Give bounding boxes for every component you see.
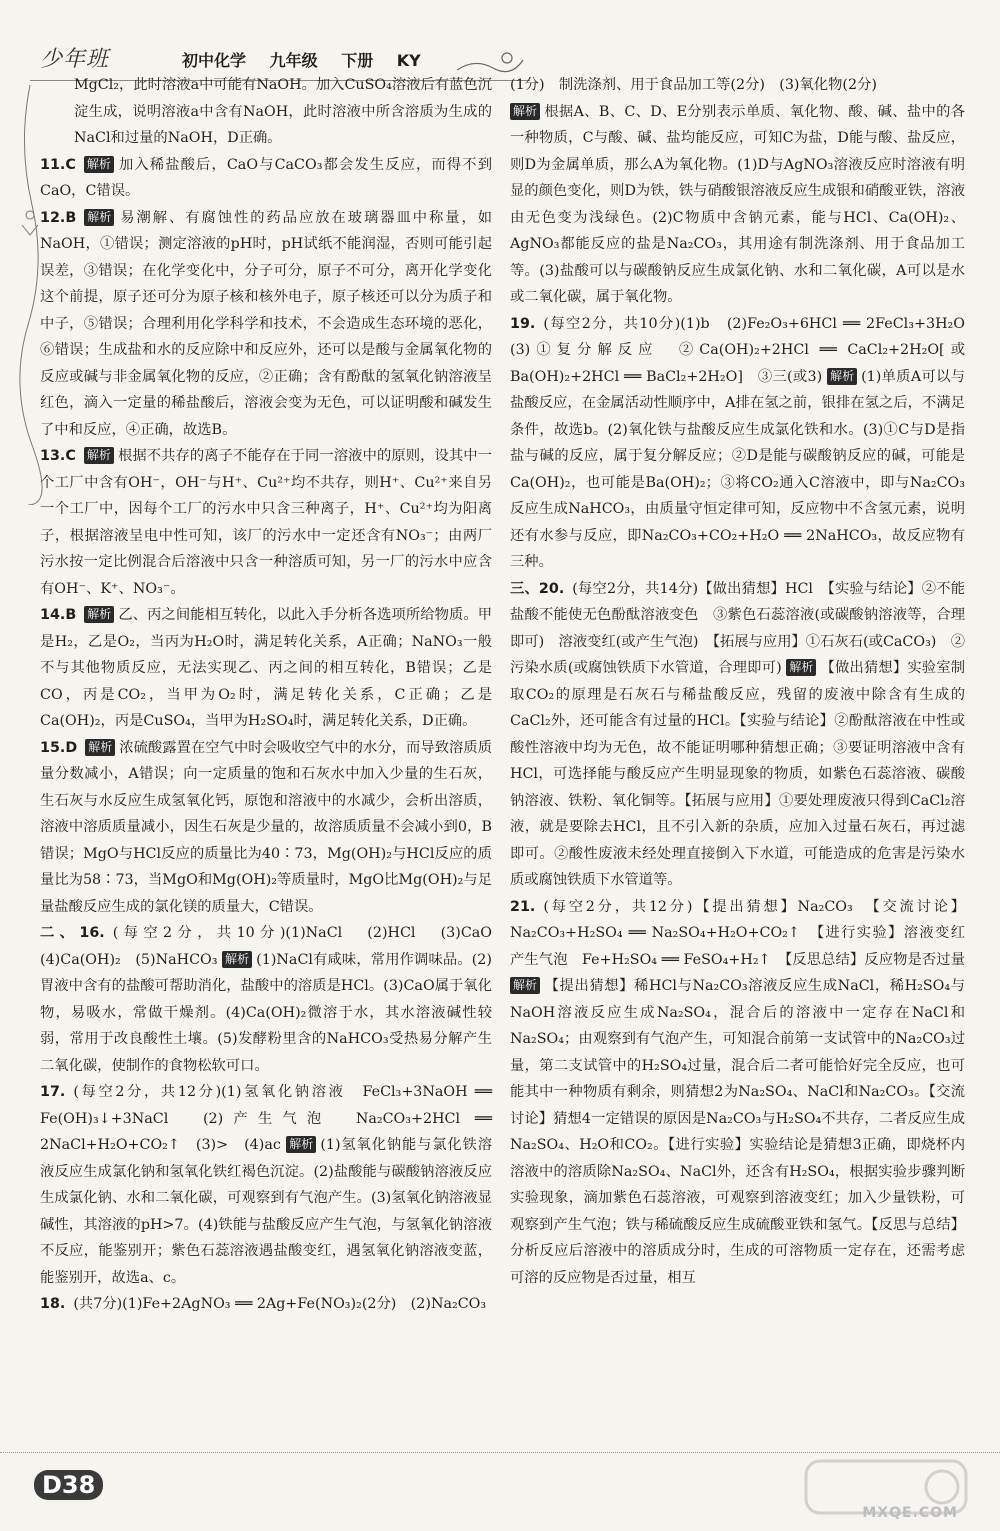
answer-14 — [40, 602, 492, 735]
right-column — [510, 72, 980, 1291]
left-column — [40, 72, 507, 1318]
volume-label: 下册 — [341, 51, 374, 70]
answer-20 — [510, 576, 980, 894]
answer-text: (每空2分，共10分)(1)NaCl (2)HCl (3)CaO (4)Ca(OH)₂ (5)NaHCO₃ — [40, 925, 507, 968]
analysis-tag: 解析 — [286, 1136, 316, 1153]
analysis-text: 【做出猜想】实验室制取CO₂的原理是石灰石与稀盐酸反应，残留的废液中除含有生成的CaCl₂外，还可能含有过量的HCl。【实验与结论】②酚酞溶液在中性或酸性溶液中均为无色，故不能证明哪种猜想正确；③要证明溶液中含有HCl，可选择能与酸反应产生明显现象的物质，如紫色石蕊溶液、碳酸钠溶液、铁粉、氧化铜等。【拓展与应用】①要处理废液只得到CaCl₂溶液，就是要除去HCl，且不引入新的杂质，应加入过量石灰石，再过滤即可。②酸性废液未经处理直接倒入下水道，可能造成的危害是污染水质或腐蚀铁质下水管道等。 — [510, 660, 966, 888]
answer-text: (每空2分，共12分)【提出猜想】Na₂CO₃ 【交流讨论】Na₂CO₃+H₂SO₄ ══ Na₂SO₄+H₂O+CO₂↑ 【进行实验】溶液变红 产生气泡 Fe+H₂SO₄ ══ FeSO₄+H₂↑ 【反思总结】反应物是否过量 — [510, 898, 980, 968]
question-number: 11.C — [40, 156, 76, 173]
analysis-tag: 解析 — [827, 368, 857, 385]
continued-answer: (1分) 制洗涤剂、用于食品加工等(2分) (3)氧化物(2分) — [510, 77, 877, 93]
answer-21 — [510, 894, 980, 1292]
question-number: 21. — [510, 898, 536, 915]
subject-label: 初中化学 — [182, 51, 247, 70]
analysis-tag: 解析 — [510, 977, 540, 994]
analysis-tag: 解析 — [84, 209, 114, 226]
analysis-tag: 解析 — [222, 951, 252, 968]
answer-16 — [40, 920, 507, 1079]
analysis-tag: 解析 — [786, 659, 816, 676]
answer-13 — [40, 443, 492, 602]
answer-17 — [40, 1079, 492, 1291]
analysis-tag: 解析 — [84, 156, 114, 173]
answer-18 — [40, 1291, 492, 1318]
analysis-tag: 解析 — [85, 739, 115, 756]
analysis-text: 易潮解、有腐蚀性的药品应放在玻璃器皿中称量，如NaOH，①错误；测定溶液的pH时，pH试纸不能润湿，否则可能引起误差，③错误；在化学变化中，分子可分，原子不可分，离开化学变化这个前提，原子还可分为原子核和核外电子，原子核还可以分为质子和中子，⑤错误；合理利用化学科学和技术，不会造成生态环境的恶化，⑥错误；生成盐和水的反应除中和反应外，还可以是酸与金属氧化物的反应或碱与非金属氧化物的反应，②正确；含有酚酞的氢氧化钠溶液呈红色，滴入一定量的稀盐酸后，溶液会变为无色，可以证明酸和碱发生了中和反应，④正确，故选B。 — [40, 209, 492, 438]
brand-logo: 少年班 — [40, 47, 110, 72]
footer-rule — [0, 1452, 1000, 1453]
analysis-18 — [510, 99, 965, 311]
analysis-text: 浓硫酸露置在空气中时会吸收空气中的水分，而导致溶质质量分数减小，A错误；向一定质量的饱和石灰水中加入少量的生石灰，生石灰与水反应生成氢氧化钙，原饱和溶液中的水减少，会析出溶质，溶液中溶质质量减小，因生石灰是少量的，故溶质质量不会减小到0，B错误；MgO与HCl反应的质量比为40∶73，Mg(OH)₂与HCl反应的质量比为58∶73，当MgO和Mg(OH)₂等质量时，MgO比Mg(OH)₂与足量盐酸反应生成的氯化镁的质量大，C错误。 — [40, 739, 492, 915]
analysis-tag: 解析 — [84, 447, 114, 464]
question-number: 12.B — [40, 209, 77, 226]
page-number: D38 — [34, 1470, 103, 1500]
analysis-tag: 解析 — [84, 606, 114, 623]
analysis-text: 【提出猜想】稀HCl与Na₂CO₃溶液反应生成NaCl，稀H₂SO₄与NaOH溶液反应生成Na₂SO₄，混合后的溶液中一定存在NaCl和Na₂SO₄；由观察到有气泡产生，可知混合前第一支试管中的Na₂CO₃过量，第二支试管中的H₂SO₄过量，混合后二者可能恰好完全反应，也可能其中一种物质有剩余，则猜想2为Na₂SO₄、NaCl和Na₂CO₃。【交流讨论】猜想4一定错误的原因是Na₂CO₃与H₂SO₄不共存，二者反应生成Na₂SO₄、H₂O和CO₂。【进行实验】实验结论是猜想3正确，即烧杯内溶液中的溶质除Na₂SO₄、NaCl外，还含有H₂SO₄，根据实验步骤判断实验现象，滴加紫色石蕊溶液，可观察到溶液变红；加入少量铁粉，可观察到产生气泡；铁与稀硫酸反应生成硫酸亚铁和氢气。【反思与总结】分析反应后溶液中的溶质成分时，生成的可溶物质一定存在，还需考虑可溶的反应物是否过量，相互 — [510, 978, 965, 1286]
edition-label: KY — [396, 51, 421, 70]
analysis-text: 加入稀盐酸后，CaO与CaCO₃都会发生反应，而得不到CaO，C错误。 — [40, 156, 492, 199]
question-number: 14.B — [40, 607, 77, 623]
answer-15 — [40, 735, 492, 921]
answer-19 — [510, 311, 980, 576]
analysis-text: 乙、丙之间能相互转化，以此入手分析各选项所给物质。甲是H₂，乙是O₂，当丙为H₂O时，满足转化关系，A正确；NaNO₃一般不与其他物质反应，无法实现乙、丙之间的相互转化，B错误；乙是CO，丙是CO₂，当甲为O₂时，满足转化关系，C正确；乙是Ca(OH)₂，丙是CuSO₄，当甲为H₂SO₄时，满足转化关系，D正确。 — [40, 607, 492, 729]
analysis-text: (1)单质A可以与盐酸反应，在金属活动性顺序中，A排在氢之前，银排在氢之后，不满足条件，故选b。(2)氧化铁与盐酸反应生成氯化铁和水。(3)①C与D是指盐与碱的反应，属于复分解反应；②D是能与碳酸钠反应的碱，可能是Ca(OH)₂，也可能是Ba(OH)₂；③将CO₂通入C溶液中，即与Na₂CO₃反应生成NaHCO₃，由质量守恒定律可知，反应物中不含氢元素，说明还有水参与反应，即Na₂CO₃+CO₂+H₂O ══ 2NaHCO₃，故反应物有三种。 — [510, 368, 966, 570]
vine-decoration-icon — [10, 85, 44, 505]
grade-label: 九年级 — [269, 51, 318, 70]
question-number: 15.D — [40, 739, 78, 756]
question-number: 二、16. — [40, 925, 105, 941]
analysis-text: 根据A、B、C、D、E分别表示单质、氧化物、酸、碱、盐中的各一种物质，C与酸、碱、盐均能反应，可知C为盐，D能与酸、盐反应，则D为金属单质，那么A为氧化物。(1)D与AgNO₃溶液反应时溶液有明显的颜色变化，则D为铁，铁与硝酸银溶液反应生成银和硝酸亚铁，溶液由无色变为浅绿色。(2)C物质中含钠元素，能与HCl、Ca(OH)₂、AgNO₃都能反应的盐是Na₂CO₃，其用途有制洗涤剂、用于食品加工等。(3)盐酸可以与碳酸钠反应生成氯化钠、水和二氧化碳，A可以是水或二氧化碳，属于氧化物。 — [510, 103, 965, 305]
question-number: 17. — [40, 1084, 66, 1100]
answer-text: (每空2分，共12分)(1)氢氧化钠溶液 FeCl₃+3NaOH ══ Fe(OH)₃↓+3NaCl (2)产生气泡 Na₂CO₃+2HCl ══ 2NaCl+H₂O+CO₂↑ (3)> (4)ac — [40, 1084, 492, 1153]
question-number: 13.C — [40, 448, 76, 464]
analysis-text: 根据不共存的离子不能存在于同一溶液中的原则，设其中一个工厂中含有OH⁻，OH⁻与H⁺、Cu²⁺均不共存，则H⁺、Cu²⁺来自另一个工厂中，因每个工厂的污水中只含三种离子，H⁺、Cu²⁺均为阳离子，根据溶液呈电中性可知，该厂的污水中一定还含有NO₃⁻；由两厂污水按一定比例混合后溶液中只含一种溶质可知，另一厂的污水中应含有OH⁻、K⁺、NO₃⁻。 — [40, 448, 492, 597]
answer-11 — [40, 152, 492, 205]
answer-text: (每空2分，共14分)【做出猜想】HCl 【实验与结论】②不能 盐酸不能使无色酚酞溶液变色 ③紫色石蕊溶液(或碳酸钠溶液等，合理即可) 溶液变红(或产生气泡) 【拓展与应用】①石灰石(或CaCO₃) ②污染水质(或腐蚀铁质下水管道，合理即可) — [510, 580, 980, 676]
question-number: 三、20. — [510, 580, 565, 597]
analysis-text: (1)NaCl有咸味，常用作调味品。(2)胃液中含有的盐酸可帮助消化，盐酸中的溶质是HCl。(3)CaO属于氧化物，易吸水，常做干燥剂。(4)Ca(OH)₂微溶于水，其水溶液碱性较弱，常用于改良酸性土壤。(5)发酵粉里含的NaHCO₃受热易分解产生二氧化碳，使制作的食物松软可口。 — [40, 951, 492, 1074]
question-number: 18. — [40, 1296, 66, 1312]
analysis-tag: 解析 — [510, 103, 540, 120]
answer-12 — [40, 205, 492, 444]
watermark-url: MXQE.COM — [862, 1505, 958, 1521]
book-info — [182, 48, 439, 71]
analysis-text: (1)氢氧化钠能与氯化铁溶液反应生成氯化钠和氢氧化铁红褐色沉淀。(2)盐酸能与碳酸钠溶液反应生成氯化钠、水和二氧化碳，可观察到有气泡产生。(3)氢氧化钠溶液显碱性，其溶液的pH>7。(4)铁能与盐酸反应产生气泡，与氢氧化钠溶液不反应，能鉴别开；紫色石蕊溶液遇盐酸变红，遇氢氧化钠溶液变蓝，能鉴别开，故选a、c。 — [40, 1137, 493, 1286]
continued-paragraph: MgCl₂，此时溶液a中可能有NaOH。加入CuSO₄溶液后有蓝色沉淀生成，说明溶液a中含有NaOH，此时溶液中所含溶质为生成的NaCl和过量的NaOH，D正确。 — [74, 77, 492, 146]
doodle-icon — [455, 50, 525, 74]
question-number: 19. — [510, 315, 536, 332]
answer-text: (每空2分，共10分)(1)b (2)Fe₂O₃+6HCl ══ 2FeCl₃+3H₂O (3)①复分解反应 ②Ca(OH)₂+2HCl ══ CaCl₂+2H₂O[或Ba(OH)₂+2HCl ══ BaCl₂+2H₂O] ③三(或3) — [510, 315, 980, 385]
answer-text: (共7分)(1)Fe+2AgNO₃ ══ 2Ag+Fe(NO₃)₂(2分) (2)Na₂CO₃ — [73, 1296, 487, 1312]
